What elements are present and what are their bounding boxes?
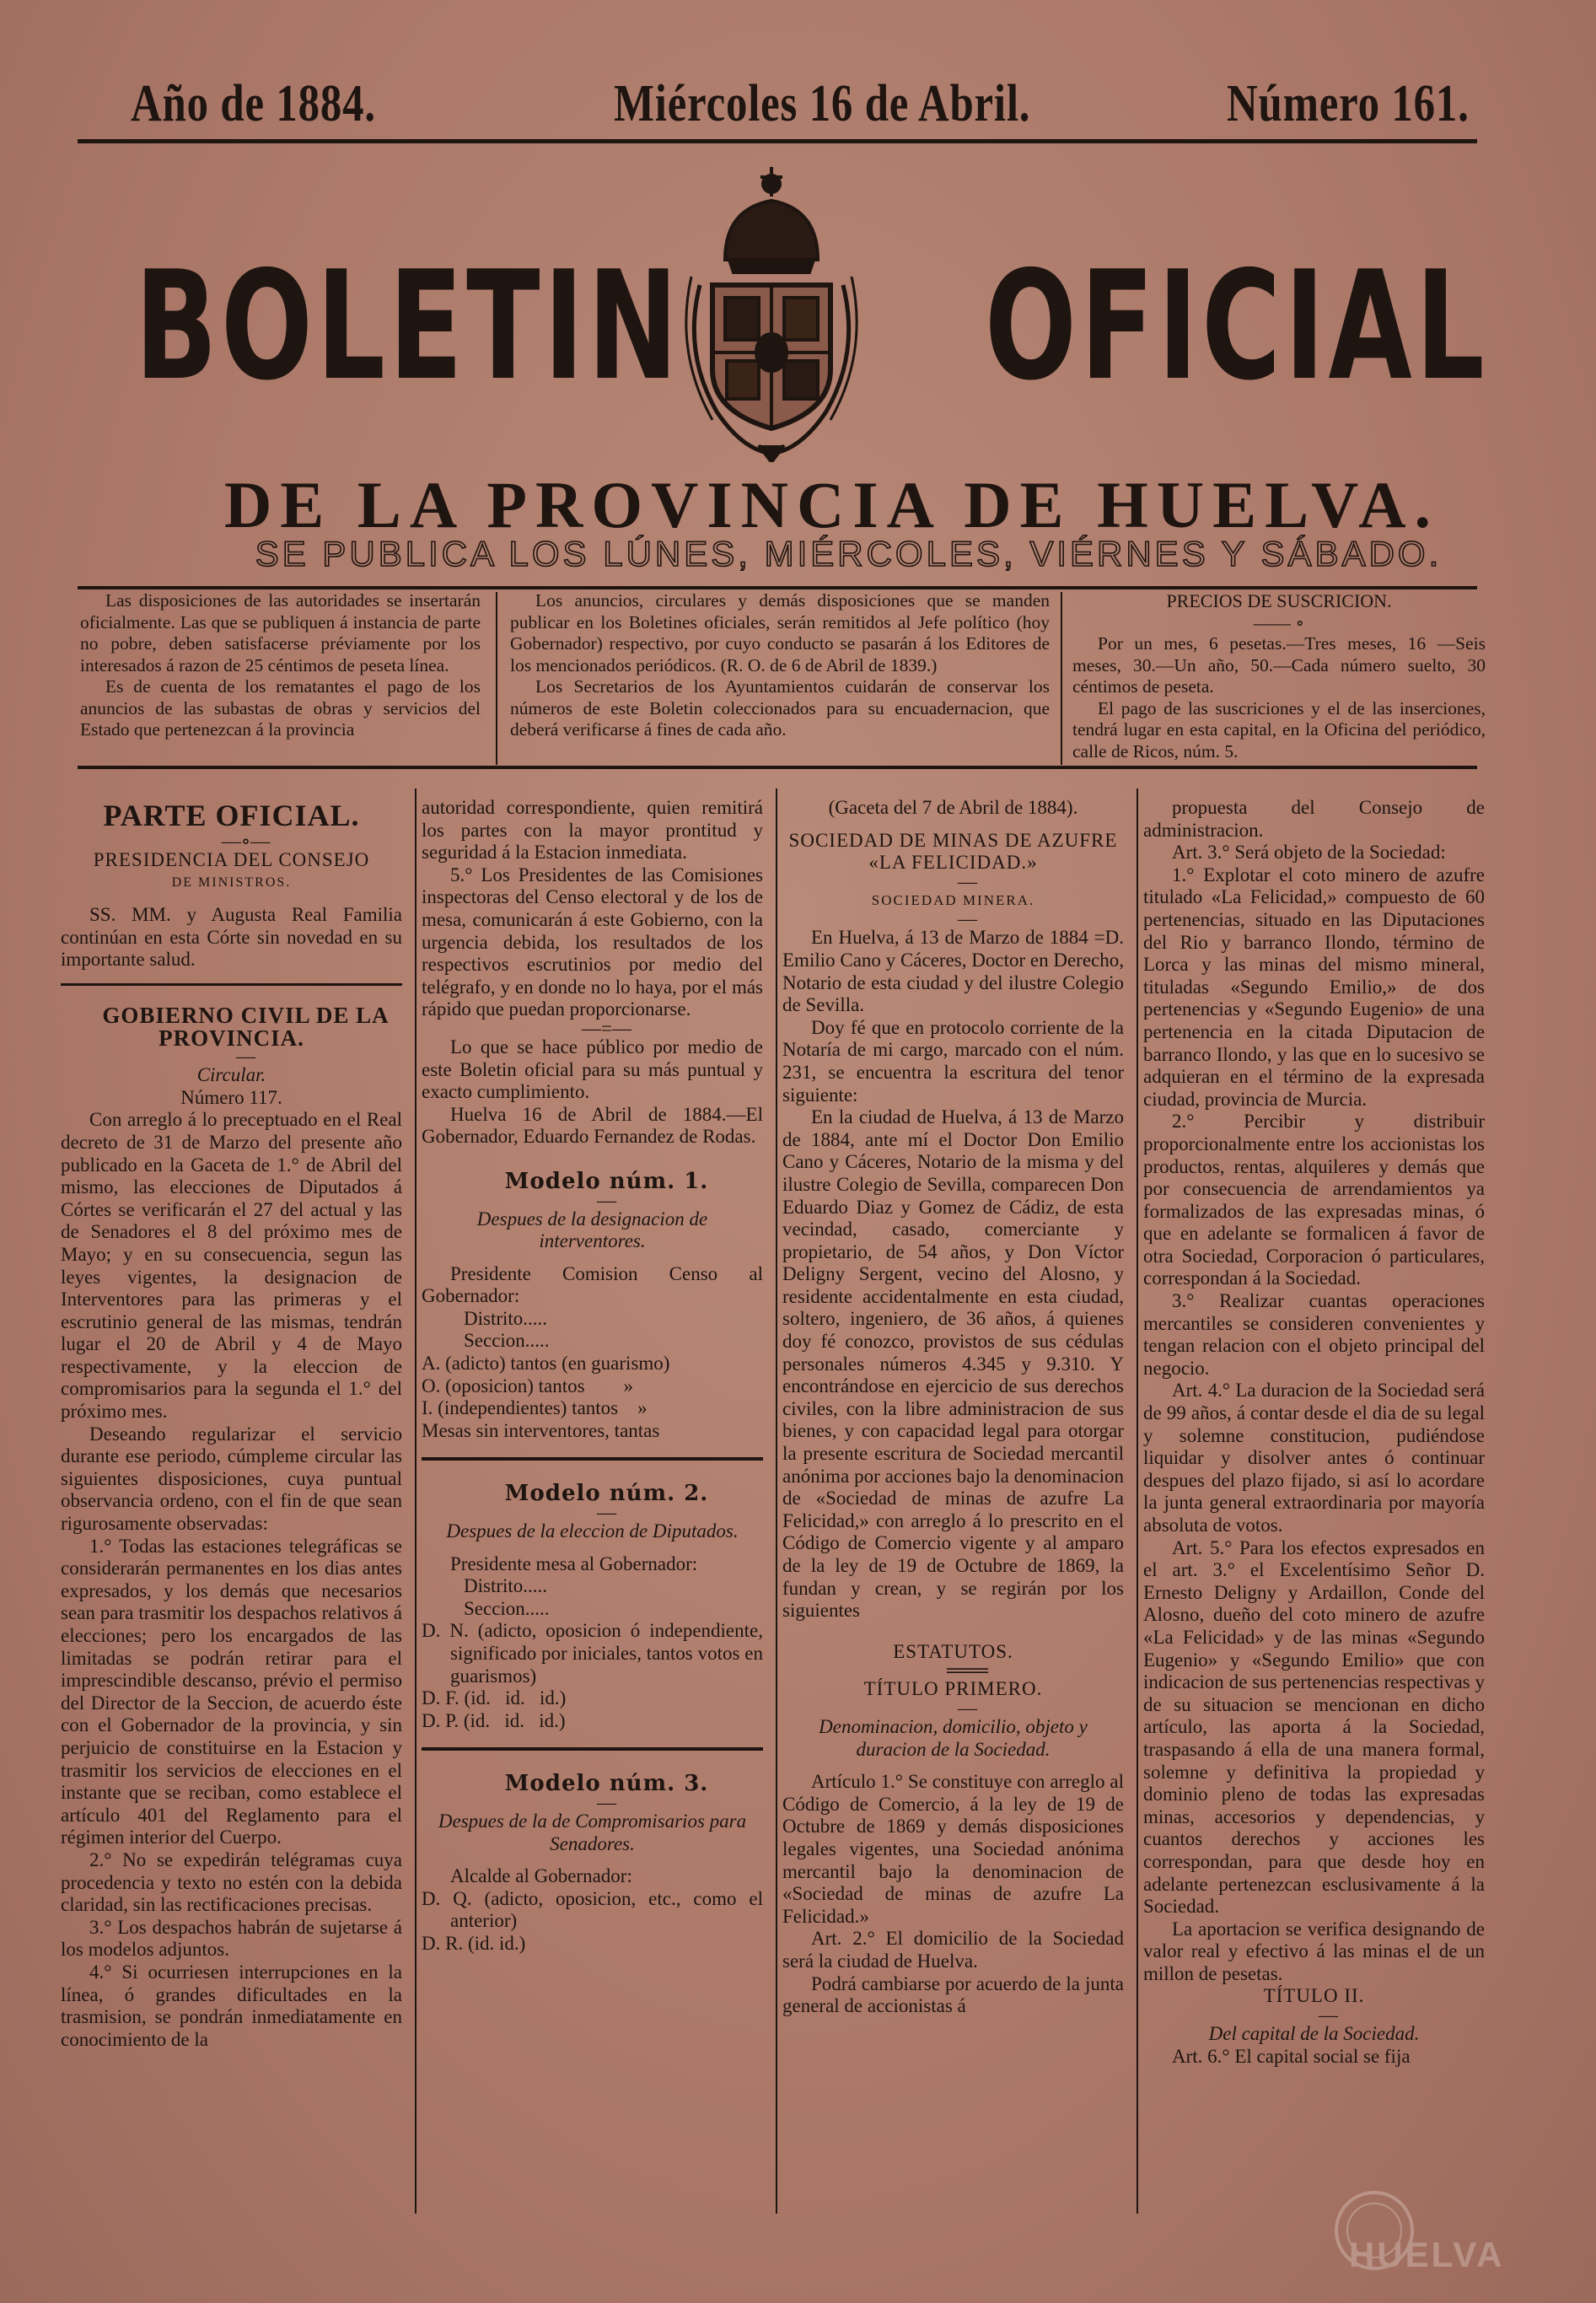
info-left-p2: Es de cuenta de los rematantes el pago de los anuncios de las subastas de obras y servicios del Estado que pertenezcan á la provincia — [80, 676, 481, 740]
ornament: — — [236, 1046, 255, 1068]
articulo-1: Artículo 1.° Se constituye con arreglo al Código de Comercio, á la ley de 19 de Octubre de 1869 y demás disposiciones legales vigentes, una Sociedad anónima mercantil bajo la denominacion de «Sociedad de minas de azufre La Felicidad.» — [782, 1771, 1124, 1927]
numero-label: Número 117. — [180, 1086, 282, 1108]
modelo-2-line-c: Seccion..... — [464, 1597, 550, 1619]
archive-watermark — [1315, 2184, 1526, 2285]
modelo-2-line-a: Presidente mesa al Gobernador: — [450, 1552, 698, 1574]
articulo-4: Art. 4.° La duracion de la Sociedad será de 99 años, á contar desde el dia de su legal y solemne constitucion, pudiéndose liquidar y disolver antes ó continuar despues del plazo fijado, si así lo acordare la junta general extraordinaria por mayoría absoluta de votos. — [1143, 1380, 1485, 1536]
model-rule-2 — [422, 1747, 763, 1751]
col4-p1: propuesta del Consejo de administracion. — [1143, 797, 1485, 841]
articulo-3-3: 3.° Realizar cuantas operaciones mercantiles se consideren convenientes y tengan relacion con el objeto principal del negocio. — [1143, 1290, 1485, 1379]
watermark-text: HUELVA — [1349, 2235, 1505, 2274]
col1-p6: 4.° Si ocurriesen interrupciones en la línea, ó grandes dificultades en la trasmision, se pondrán inmediatamente en conocimiento de la — [61, 1961, 402, 2050]
articulo-6: Art. 6.° El capital social se fija — [1172, 2045, 1411, 2067]
column-4 — [1143, 797, 1485, 2068]
ornament: — — [597, 1189, 616, 1211]
col1-p5: 3.° Los despachos habrán de sujetarse á los modelos adjuntos. — [61, 1916, 402, 1961]
model-rule-1 — [422, 1457, 763, 1461]
column-divider-1 — [415, 788, 416, 2214]
masthead-boletin: BOLETIN — [135, 239, 682, 413]
subscription-dash: —— ∘ — [1253, 611, 1305, 633]
titulo-primero-subtitle: Denominacion, domicilio, objeto y duracion de la Sociedad. — [819, 1715, 1088, 1760]
modelo-1-line-a: Presidente Comision Censo al Gobernador: — [422, 1262, 763, 1307]
articulo-3-1: 1.° Explotar el coto minero de azufre titulado «La Felicidad,» compuesto de 60 pertenencias, situado en las Diputaciones del Rio y barranco Ilondo, término de Lorca y las minas del mismo mineral, tituladas «Segundo Emilio,» de dos pertenencias y «Segundo Eugenio» de una pertenencia en la citada Diputacion de barranco Ilondo, y las que en lo sucesivo se adquieran en el término de la expresada ciudad, provincia de Murcia. — [1143, 864, 1485, 1110]
col2-p2: 5.° Los Presidentes de las Comisiones inspectoras del Censo electoral y de los de mesa, comunicarán á este Gobierno, con la urgencia debida, los resultados de los respectivos escrutinios por medio del telégrafo, y en donde no lo haya, por el más rápido que puedan proporcionarse. — [422, 864, 763, 1020]
sociedad-heading-1: SOCIEDAD DE MINAS DE AZUFRE — [788, 829, 1118, 851]
gobierno-civil-heading: GOBIERNO CIVIL DE LA PROVINCIA. — [102, 1002, 390, 1051]
modelo-2-line-e: D. F. (id. id. id.) — [422, 1687, 567, 1709]
subscription-prices-title: PRECIOS DE SUSCRICION. — [1166, 590, 1392, 611]
ornament: — — [958, 908, 977, 930]
column-1 — [61, 797, 402, 2051]
estatutos-heading: ESTATUTOS. — [893, 1640, 1013, 1662]
column-divider-3 — [1137, 788, 1138, 2214]
modelo-2-title: Modelo núm. 2. — [504, 1481, 709, 1507]
col2-p1: autoridad correspondiente, quien remitirá los partes con la mayor prontitud y seguridad á la Estacion inmediata. — [422, 797, 763, 864]
col2-p3: Lo que se hace público por medio de este Boletin oficial para su más puntual y exacto cumplimiento. — [422, 1036, 763, 1103]
modelo-2-line-f: D. P. (id. id. id.) — [422, 1709, 566, 1731]
col3-p2: Doy fé que en protocolo corriente de la Notaría de mi cargo, marcado con el núm. 231, se encuentra la escritura del tenor siguiente: — [782, 1016, 1124, 1106]
presidencia-heading: PRESIDENCIA DEL CONSEJO — [93, 849, 370, 870]
presidencia-text: SS. MM. y Augusta Real Familia continúan en esta Córte sin novedad en su importante salud. — [61, 904, 402, 971]
province-title: DE LA PROVINCIA DE HUELVA. — [223, 468, 1440, 541]
masthead-rule — [78, 586, 1477, 589]
modelo-1-line-c: Seccion..... — [464, 1330, 550, 1352]
info-divider-2 — [1061, 592, 1062, 765]
masthead-oficial: OFICIAL — [985, 239, 1489, 413]
ornament: —∘— — [221, 831, 271, 852]
royal-coat-of-arms — [666, 159, 877, 462]
modelo-3-line-a: Alcalde al Gobernador: — [450, 1865, 632, 1887]
modelo-2-line-d: D. N. (adicto, oposicion ó independiente, significado por iniciales, tantos votos en guarismos) — [422, 1620, 763, 1687]
info-left-p1: Las disposiciones de las autoridades se insertarán oficialmente. Las que se publiquen á instancia de parte no pobre, deben satisfacerse préviamente por los interesados á razon de 25 céntimos de peseta línea. — [80, 590, 481, 675]
header-rule — [78, 139, 1477, 143]
modelo-3-line-b: D. Q. (adicto, oposicion, etc., como el anterior) — [422, 1887, 763, 1932]
modelo-3-subtitle: Despues de la de Compromisarios para Senadores. — [438, 1810, 747, 1854]
modelo-1-line-b: Distrito..... — [464, 1307, 548, 1329]
publication-schedule: SE PUBLICA LOS LÚNES, MIÉRCOLES, VIÉRNES Y SÁBADO. — [255, 534, 1443, 573]
articulo-3: Art. 3.° Será objeto de la Sociedad: — [1172, 842, 1446, 864]
date-label: Miércoles 16 de Abril. — [614, 75, 1031, 132]
ornament: — — [597, 1502, 616, 1524]
info-middle — [510, 590, 1050, 741]
info-rule — [78, 766, 1477, 769]
section-rule — [61, 983, 402, 986]
modelo-1-line-e: O. (oposicion) tantos » — [422, 1375, 634, 1396]
col1-p1: Con arreglo á lo preceptuado en el Real decreto de 31 de Marzo del presente año publicado en la Gaceta de 1.° de Abril del mismo, las elecciones de Diputados á Córtes se verificarán el 27 del actual y las de Senadores el 8 del próximo mes de Mayo; y en su consecuencia, segun las leyes vigentes, la designacion de Interventores para las primeras y el escrutinio general de las mismas, tendrán lugar el 20 de Abril y 4 de Mayo respectivamente, y la eleccion de compromisarios para la segunda el 1.° del próximo mes. — [61, 1109, 402, 1423]
ornament: — — [1319, 2004, 1338, 2026]
info-right-p1: Por un mes, 6 pesetas.—Tres meses, 16 —Seis meses, 30.—Un año, 50.—Cada número suelto, 30 céntimos de peseta. — [1072, 633, 1486, 697]
info-middle-p2: Los Secretarios de los Ayuntamientos cuidarán de conservar los números de este Boletin coleccionados para su encuadernacion, que deberá verificarse á fines de cada año. — [510, 676, 1050, 740]
info-middle-p1: Los anuncios, circulares y demás disposiciones que se manden publicar en los Boletines oficiales, serán remitidos al Jefe político (hoy Gobernador) respectivo, por cuyo conducto se pasarán á los Editores de los mencionados periódicos. (R. O. de 6 de Abril de 1839.) — [510, 590, 1050, 675]
ornament: — — [958, 1697, 977, 1719]
col1-p3: 1.° Todas las estaciones telegráficas se considerarán permanentes en los dias antes expresados, y los demás que necesarios sean para trasmitir los despachos relativos á elecciones; pero los encargados de las limitadas se podrán retirar para el imprescindible descanso, prévio el permiso del Director de la Seccion, de acuerdo éste con el Gobernador de la provincia, y sin perjuicio de constituirse en la Estacion y trasmitir los servicios de elecciones en el instante que se reciban, como establece el artículo 401 del Reglamento para el régimen interior del Cuerpo. — [61, 1535, 402, 1848]
col2-p4: Huelva 16 de Abril de 1884.—El Gobernador, Eduardo Fernandez de Rodas. — [422, 1103, 763, 1148]
sociedad-minera-label: SOCIEDAD MINERA. — [871, 891, 1035, 908]
articulo-5: Art. 5.° Para los efectos expresados en el art. 3.° el Excelentísimo Señor D. Ernesto Deligny y Ardaillon, Conde del Alosno, dueño del coto minero de azufre «La Felicidad» y de las minas «Segundo Eugenio» y «Segundo Emilio» que con indicacion de sus pertenencias respectivas y de su situacion se mencionan en dicho artículo, las aporta á la Sociedad, traspasando á ella de una manera formal, solemne y definitiva la propiedad y dominio pleno de todas las expresadas minas, accesorios y dependencias, y cuantos derechos y acciones les correspondan, para que desde hoy en adelante pertenezcan esclusivamente á la Sociedad. — [1143, 1536, 1485, 1918]
ornament: ═══ — [947, 1660, 988, 1682]
issue-number: Número 161. — [1227, 75, 1470, 132]
col3-p3: En la ciudad de Huelva, á 13 de Marzo de 1884, ante mí el Doctor Don Emilio Cano y Cáceres, Notario de la misma y del ilustre Colegio de Sevilla, comparecen Don Eduardo Diaz y Gomez de Cádiz, de esta vecindad, casado, comerciante y propietario, de 54 años, y Don Víctor Deligny Sergent, vecino del Alosno, y residente accidentalmente en esta ciudad, soltero, ingeniero, de 36 años, á quienes doy fé conozco, provistos de sus cédulas personales números 4.345 y 9.310. Y encontrándose en ejercicio de sus derechos civiles, con la libre administracion de sus bienes, y con capacidad legal para otorgar la presente escritura de Sociedad mercantil anónima por acciones bajo la denominacion de «Sociedad de minas de azufre La Felicidad,» con arreglo á lo prescrito en el Código de Comercio vigente y al amparo de la ley de 19 de Octubre de 1869, la fundan y crean, y se regirán por los siguientes — [782, 1106, 1124, 1622]
sociedad-heading-2: «LA FELICIDAD.» — [868, 852, 1038, 874]
modelo-1-subtitle: Despues de la designacion de interventores. — [476, 1208, 708, 1252]
circular-label: Circular. — [196, 1064, 266, 1086]
col3-p1: En Huelva, á 13 de Marzo de 1884 =D. Emilio Cano y Cáceres, Doctor en Derecho, Notario de esta ciudad y del ilustre Colegio de Sevilla. — [782, 927, 1124, 1016]
titulo-ii-heading: TÍTULO II. — [1263, 1985, 1365, 2007]
modelo-1-line-d: A. (adicto) tantos (en guarismo) — [422, 1353, 670, 1375]
ministros-subheading: DE MINISTROS. — [171, 874, 292, 890]
col1-p4: 2.° No se expedirán telégramas cuya procedencia y texto no estén con la debida claridad, sin las rectificaciones precisas. — [61, 1848, 402, 1916]
column-2 — [422, 797, 763, 1956]
ornament: — — [958, 870, 977, 892]
titulo-ii-subtitle: Del capital de la Sociedad. — [1208, 2023, 1420, 2045]
modelo-3-line-c: D. R. (id. id.) — [422, 1932, 526, 1954]
info-right-p2: El pago de las suscriciones y el de las inserciones, tendrá lugar en esta capital, en la Oficina del periódico, calle de Ricos, núm. 5. — [1072, 697, 1486, 761]
column-3 — [782, 797, 1124, 2018]
articulo-2: Art. 2.° El domicilio de la Sociedad será la ciudad de Huelva. — [782, 1928, 1124, 1972]
articulo-2b: Podrá cambiarse por acuerdo de la junta general de accionistas á — [782, 1972, 1124, 2017]
year-label: Año de 1884. — [131, 75, 376, 132]
modelo-2-line-b: Distrito..... — [464, 1575, 548, 1597]
modelo-1-title: Modelo núm. 1. — [504, 1168, 709, 1194]
ornament: —=— — [582, 1017, 631, 1039]
info-divider-1 — [496, 592, 497, 765]
column-divider-2 — [776, 788, 777, 2214]
info-left — [80, 590, 481, 741]
modelo-2-subtitle: Despues de la eleccion de Diputados. — [446, 1520, 739, 1542]
ornament: — — [597, 1791, 616, 1813]
modelo-3-title: Modelo núm. 3. — [504, 1771, 709, 1797]
gaceta-reference: (Gaceta del 7 de Abril de 1884). — [828, 797, 1078, 818]
info-right — [1072, 590, 1486, 762]
titulo-primero-heading: TÍTULO PRIMERO. — [863, 1678, 1043, 1700]
parte-oficial-heading: PARTE OFICIAL. — [103, 799, 360, 832]
articulo-5b: La aportacion se verifica designando de valor real y efectivo á las minas el de un millon de pesetas. — [1143, 1918, 1485, 1984]
modelo-1-line-g: Mesas sin interventores, tantas — [422, 1419, 660, 1441]
articulo-3-2: 2.° Percibir y distribuir proporcionalmente entre los accionistas los productos, rentas, alquileres y demás que por consecuencia de arrendamientos ya formalizados de las expresadas minas, ó que en adelante se formalicen á favor de otra Sociedad, Corporacion ó particulares, correspondan á la Sociedad. — [1143, 1111, 1485, 1289]
col1-p2: Deseando regularizar el servicio durante ese periodo, cúmpleme circular las siguientes disposiciones, cuya puntual observancia ordeno, con el fin de que sean rigurosamente observadas: — [61, 1423, 402, 1535]
modelo-1-line-f: I. (independientes) tantos » — [422, 1397, 648, 1419]
